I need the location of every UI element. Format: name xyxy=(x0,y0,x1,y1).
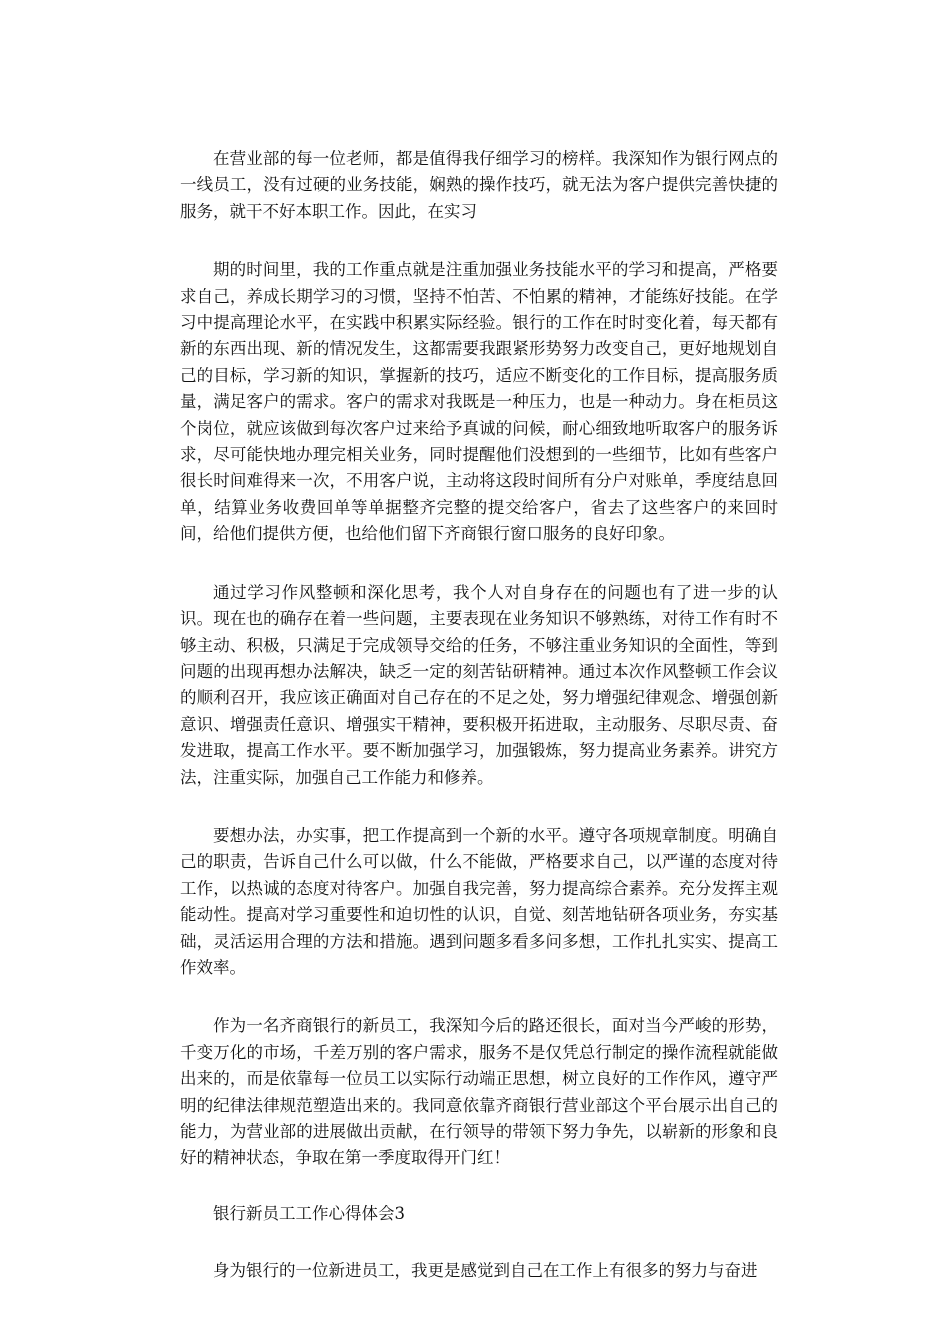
paragraph-2: 期的时间里，我的工作重点就是注重加强业务技能水平的学习和提高，严格要求自己，养成长期学习的习惯，坚持不怕苦、不怕累的精神，才能练好技能。在学习中提高理论水平，在实践中积累实际经验。银行的工作在时时变化着，每天都有新的东西出现、新的情况发生，这都需要我跟紧形势努力改变自己，更好地规划自己的目标，学习新的知识，掌握新的技巧，适应不断变化的工作目标，提高服务质量，满足客户的需求。客户的需求对我既是一种压力，也是一种动力。身在柜员这个岗位，就应该做到每次客户过来给予真诚的问候，耐心细致地听取客户的服务诉求，尽可能快地办理完相关业务，同时提醒他们没想到的一些细节，比如有些客户很长时间难得来一次，不用客户说，主动将这段时间所有分户对账单，季度结息回单，结算业务收费回单等单据整齐完整的提交给客户，省去了这些客户的来回时间，给他们提供方便，也给他们留下齐商银行窗口服务的良好印象。 xyxy=(180,260,778,544)
paragraph-4: 要想办法，办实事，把工作提高到一个新的水平。遵守各项规章制度。明确自己的职责，告诉自己什么可以做，什么不能做，严格要求自己，以严谨的态度对待工作，以热诚的态度对待客户。加强自我完善，努力提高综合素养。充分发挥主观能动性。提高对学习重要性和迫切性的认识，自觉、刻苦地钻研各项业务，夯实基础，灵活运用合理的方法和措施。遇到问题多看多问多想，工作扎扎实实、提高工作效率。 xyxy=(180,825,778,977)
paragraph-1: 在营业部的每一位老师，都是值得我仔细学习的榜样。我深知作为银行网点的一线员工，没有过硬的业务技能，娴熟的操作技巧，就无法为客户提供完善快捷的服务，就干不好本职工作。因此，在实习 xyxy=(180,149,778,221)
paragraph-6: 身为银行的一位新进员工，我更是感觉到自己在工作上有很多的努力与奋进 xyxy=(213,1261,758,1281)
section-heading: 银行新员工工作心得体会3 xyxy=(213,1203,405,1223)
paragraph-3: 通过学习作风整顿和深化思考，我个人对自身存在的问题也有了进一步的认识。现在也的确存在着一些问题，主要表现在业务知识不够熟练，对待工作有时不够主动、积极，只满足于完成领导交给的任务，不够注重业务知识的全面性，等到问题的出现再想办法解决，缺乏一定的刻苦钻研精神。通过本次作风整顿工作会议的顺利召开，我应该正确面对自己存在的不足之处，努力增强纪律观念、增强创新意识、增强责任意识、增强实干精神，要积极开拓进取，主动服务、尽职尽责、奋发进取，提高工作水平。要不断加强学习，加强锻炼，努力提高业务素养。讲究方法，注重实际，加强自己工作能力和修养。 xyxy=(180,582,778,787)
paragraph-5: 作为一名齐商银行的新员工，我深知今后的路还很长，面对当今严峻的形势，千变万化的市场，千差万别的客户需求，服务不是仅凭总行制定的操作流程就能做出来的，而是依靠每一位员工以实际行动端正思想，树立良好的工作作风，遵守严明的纪律法律规范塑造出来的。我同意依靠齐商银行营业部这个平台展示出自己的能力，为营业部的进展做出贡献，在行领导的带领下努力争先，以崭新的形象和良好的精神状态，争取在第一季度取得开门红！ xyxy=(180,1016,778,1168)
document-page xyxy=(180,146,778,1285)
